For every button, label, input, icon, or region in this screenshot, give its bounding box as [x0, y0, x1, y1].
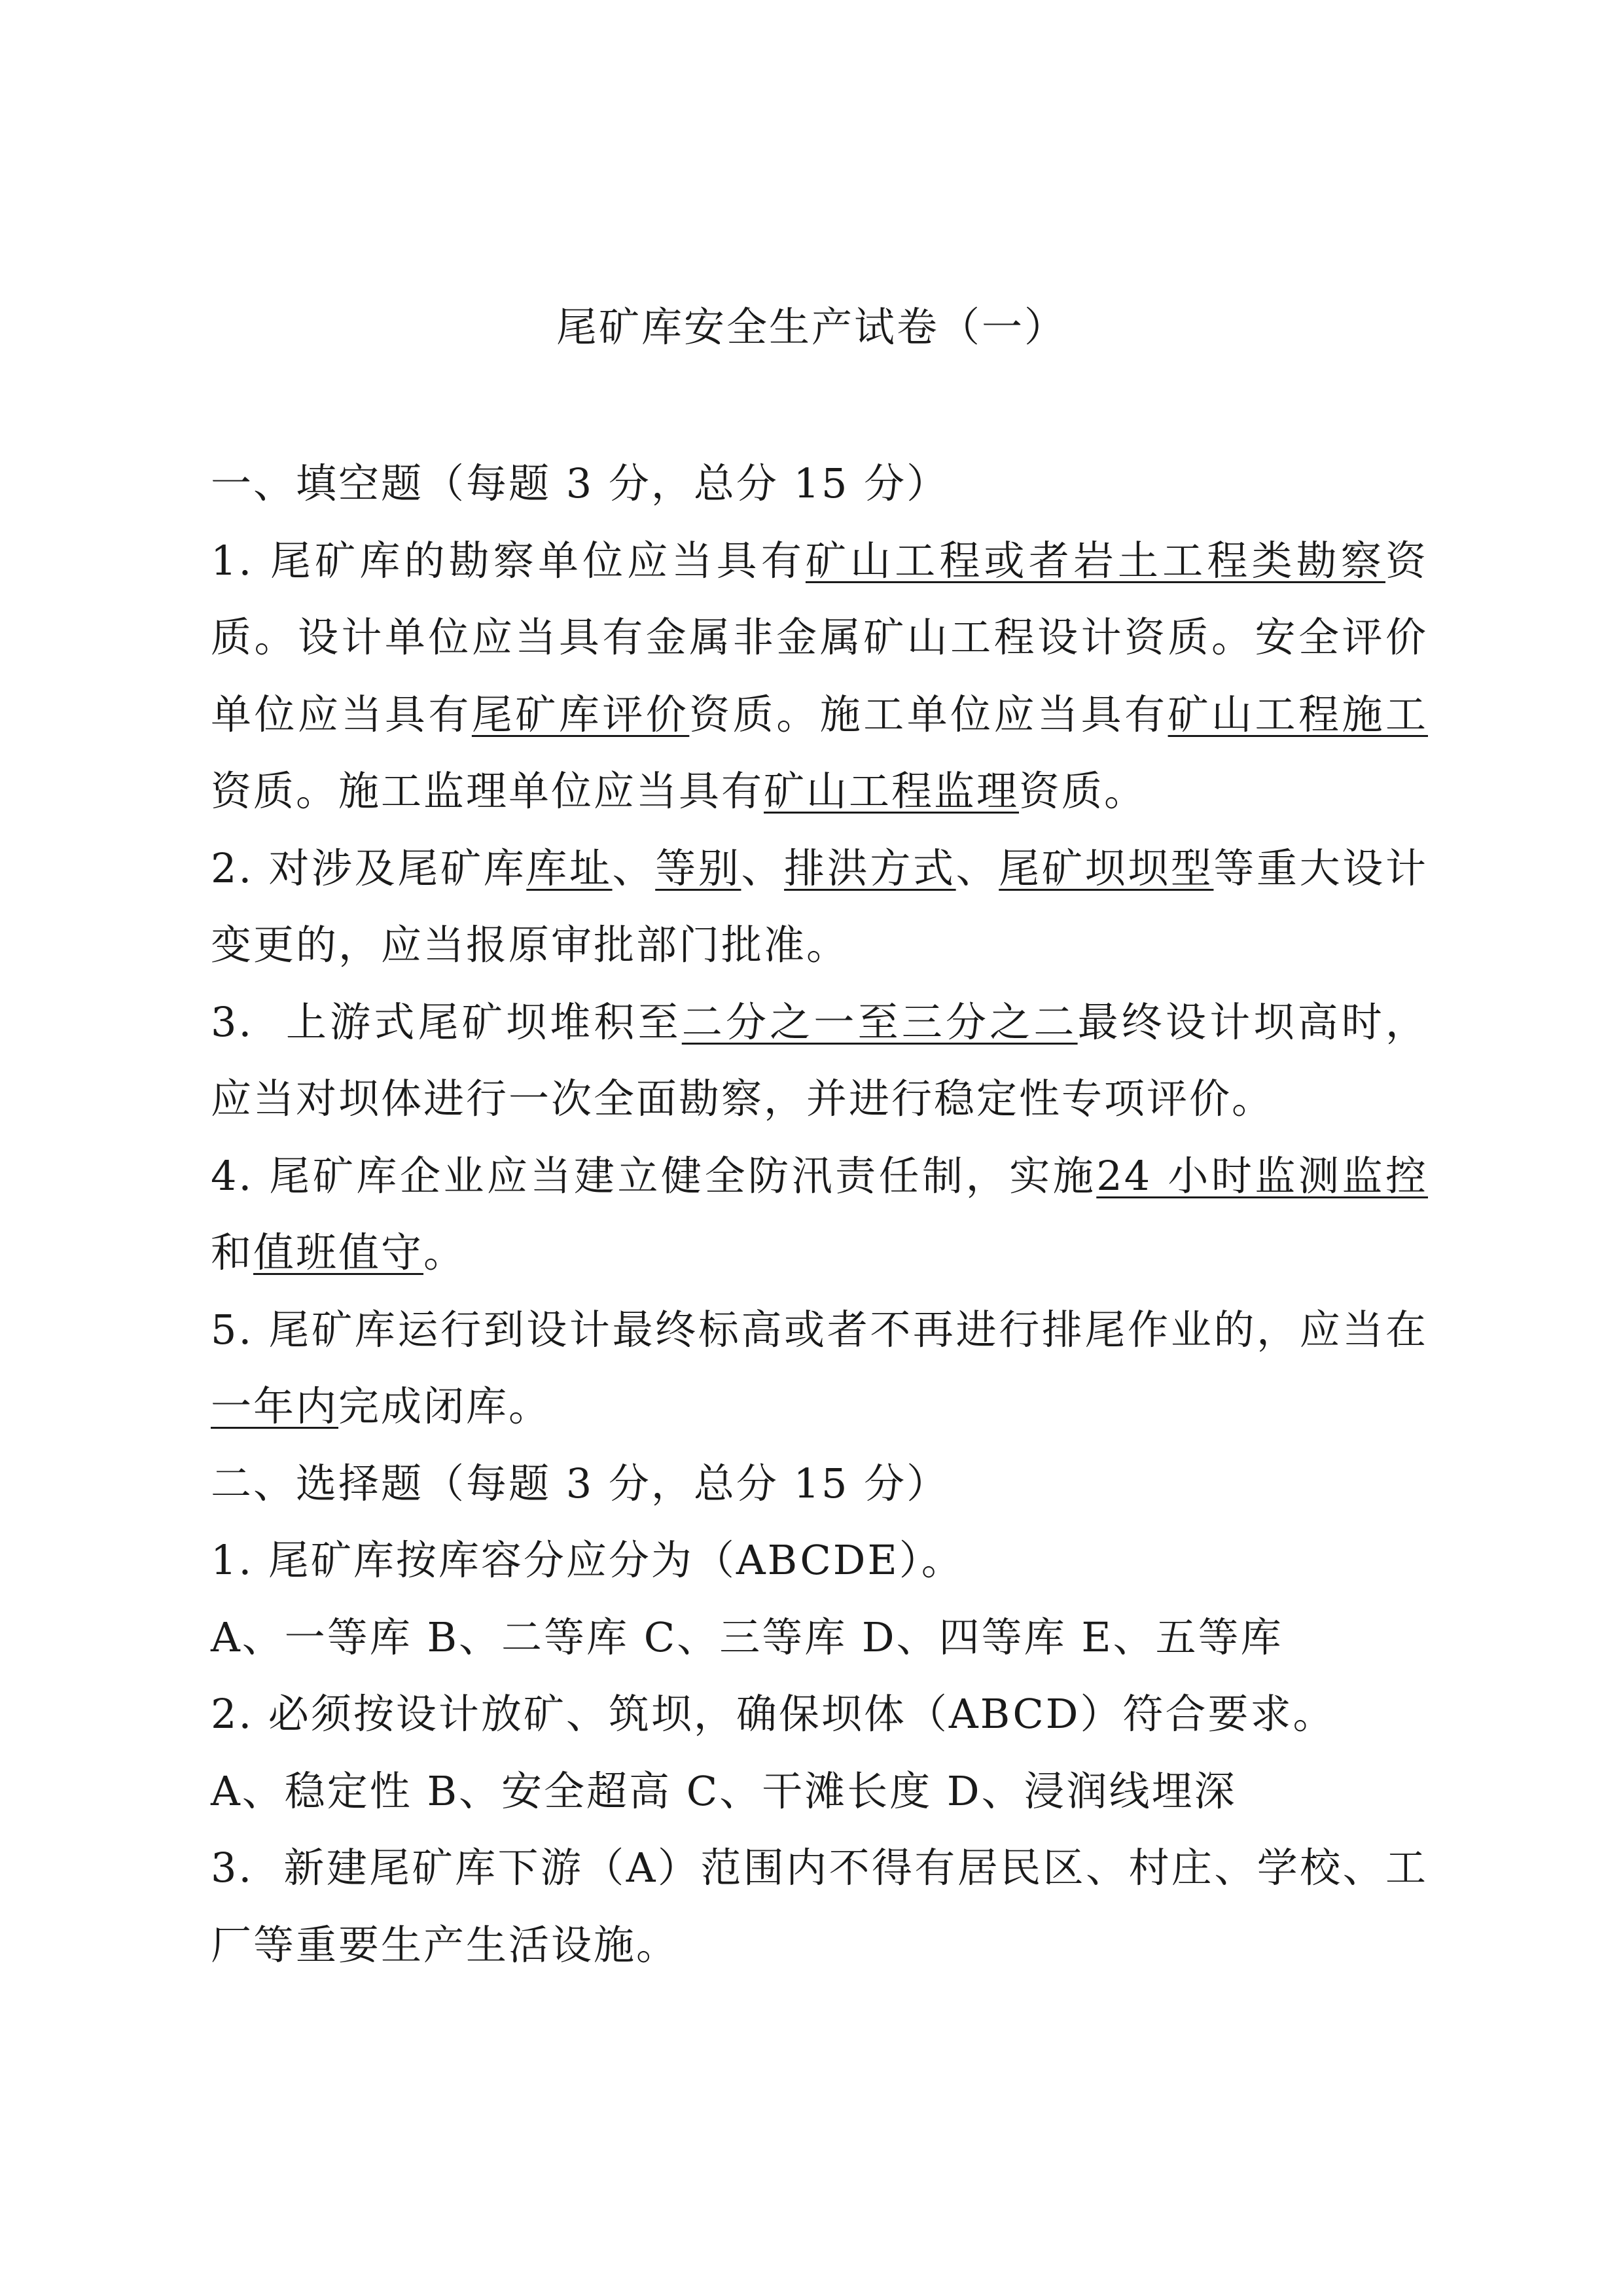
text-segment: 。	[423, 1229, 467, 1276]
s1-q2-line2: 变更的，应当报原审批部门批准。	[211, 921, 849, 969]
section1-heading: 一、填空题（每题 3 分，总分 15 分）	[211, 459, 950, 507]
text-segment: 资质。施工单位应当具有	[689, 690, 1168, 738]
text-segment: 、	[955, 844, 999, 892]
s2-q1-options: A、一等库 B、二等库 C、三等库 D、四等库 E、五等库	[211, 1613, 1283, 1661]
answer-blank: 尾矿库评价	[471, 690, 690, 738]
s1-q1-line4	[211, 753, 1428, 830]
page-title: 尾矿库安全生产试卷（一）	[556, 303, 1067, 351]
s2-q2-question: 2. 必须按设计放矿、筑坝，确保坝体（ABCD）符合要求。	[211, 1690, 1336, 1738]
answer-blank: 矿山工程或者岩土工程类勘察	[805, 536, 1385, 584]
text-segment: 2. 对涉及尾矿库	[211, 844, 527, 892]
answer-blank: 24 小时监测监控	[1096, 1151, 1428, 1200]
s1-q5-line1: 5. 尾矿库运行到设计最终标高或者不再进行排尾作业的，应当在	[211, 1305, 1428, 1354]
text-segment: 和	[211, 1229, 254, 1276]
answer-blank: 矿山工程施工	[1168, 690, 1428, 738]
s2-q1-question: 1. 尾矿库按库容分应分为（ABCDE）。	[211, 1536, 964, 1584]
answer-blank: 等别	[655, 844, 741, 892]
text-segment: 完成闭库。	[338, 1382, 552, 1430]
text-segment: 最终设计坝高时，	[1077, 997, 1428, 1046]
answer-blank: 一年内	[211, 1382, 339, 1430]
s2-q2-options: A、稳定性 B、安全超高 C、干滩长度 D、浸润线埋深	[211, 1767, 1237, 1815]
s1-q3-line2: 应当对坝体进行一次全面勘察，并进行稳定性专项评价。	[211, 1075, 1275, 1122]
answer-blank: 排洪方式	[784, 844, 956, 892]
s1-q1-line1	[211, 522, 1428, 600]
s1-q3-line1	[211, 984, 1428, 1061]
answer-blank: 值班值守	[253, 1229, 424, 1276]
s1-q2-line1	[211, 830, 1428, 907]
text-segment: 4. 尾矿库企业应当建立健全防汛责任制，实施	[211, 1151, 1097, 1200]
s1-q5-line2	[211, 1368, 1428, 1445]
text-segment: 单位应当具有	[211, 690, 472, 738]
exam-content	[211, 445, 1428, 1983]
section2-heading: 二、选择题（每题 3 分，总分 15 分）	[211, 1459, 950, 1507]
text-segment: 资质。	[1019, 767, 1147, 815]
answer-blank: 二分之一至三分之二	[681, 997, 1078, 1046]
answer-blank: 尾矿坝坝型	[999, 844, 1214, 892]
text-segment: 资质。施工监理单位应当具有	[211, 767, 764, 815]
text-segment: 资	[1385, 536, 1428, 584]
s1-q1-line3	[211, 676, 1428, 753]
answer-blank: 库址	[526, 844, 613, 892]
s1-q1-line2: 质。设计单位应当具有金属非金属矿山工程设计资质。安全评价	[211, 613, 1428, 661]
text-segment: 、	[612, 844, 656, 892]
text-segment: 、	[741, 844, 785, 892]
s2-q3-line1: 3. 新建尾矿库下游（A）范围内不得有居民区、村庄、学校、工	[211, 1844, 1428, 1892]
text-segment: 3. 上游式尾矿坝堆积至	[211, 997, 682, 1046]
s1-q4-line2	[211, 1214, 1428, 1291]
s2-q3-line2: 厂等重要生产生活设施。	[211, 1920, 679, 1969]
answer-blank: 矿山工程监理	[764, 767, 1020, 815]
text-segment: 1. 尾矿库的勘察单位应当具有	[211, 536, 806, 584]
text-segment: 等重大设计	[1213, 844, 1428, 892]
s1-q4-line1	[211, 1138, 1428, 1215]
